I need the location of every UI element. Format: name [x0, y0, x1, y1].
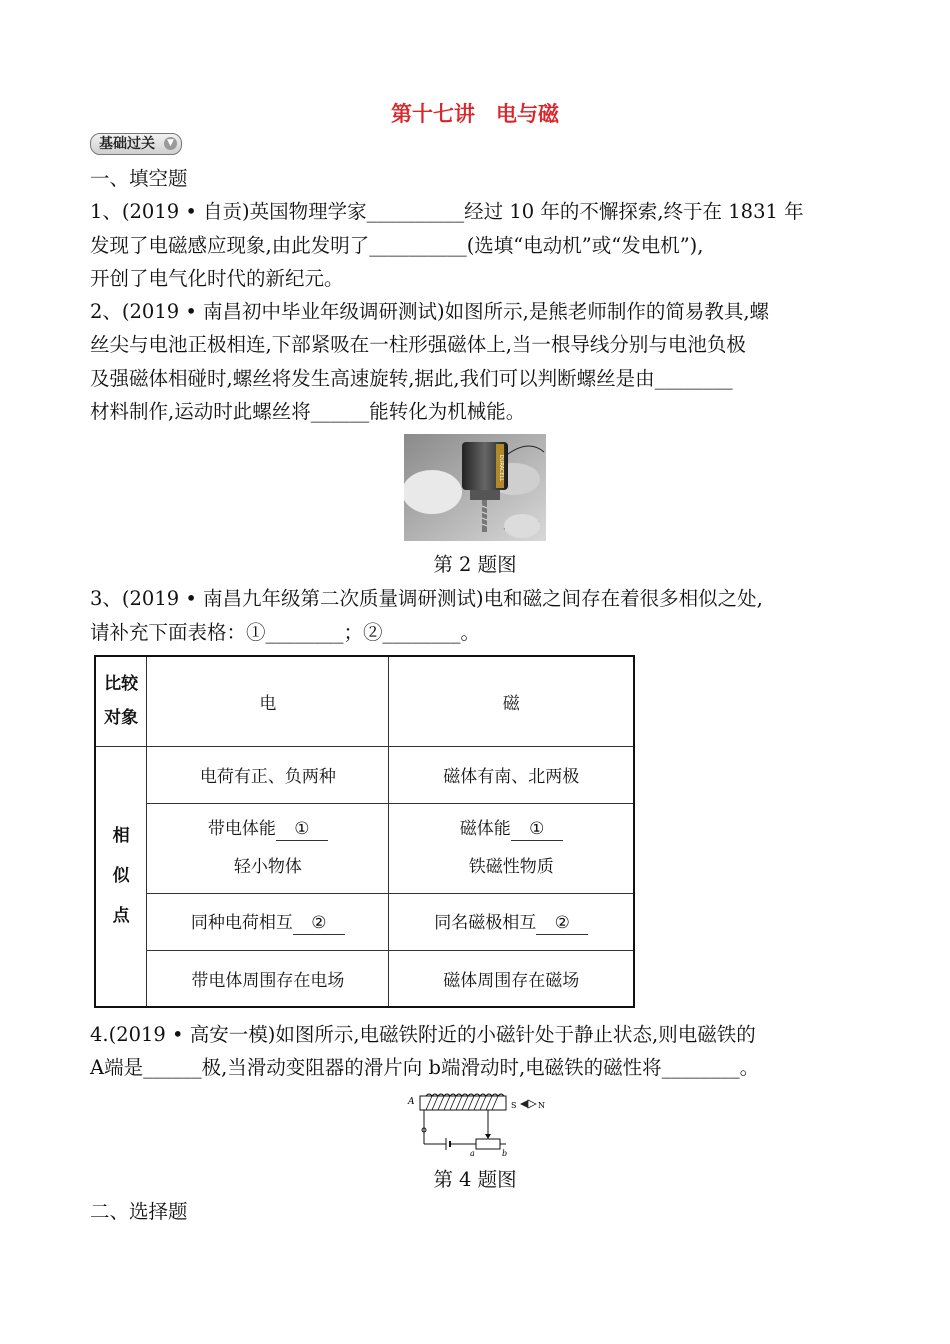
section-badge [90, 133, 182, 155]
battery-label: DURACELL [498, 454, 504, 482]
q2-line-1: 2、(2019 • 南昌初中毕业年级调研测试)如图所示,是熊老师制作的简易教具,螺 [90, 300, 770, 323]
label-b: b [502, 1149, 508, 1158]
q1-line-3: 开创了电气化时代的新纪元。 [90, 267, 344, 290]
q4-line-2: A端是______极,当滑动变阻器的滑片向 b端滑动时,电磁铁的磁性将________。 [90, 1056, 760, 1079]
label-N: N [538, 1101, 545, 1110]
q2-photo [404, 434, 546, 541]
comparison-table [94, 655, 635, 1008]
q3-line-2: 请补充下面表格：①________；②________。 [90, 621, 481, 644]
table-cell: 带电体周围存在电场 [147, 950, 389, 1007]
table-cell: 磁体周围存在磁场 [389, 950, 634, 1007]
table-header-electric: 电 [147, 656, 389, 746]
q3-line-1: 3、(2019 • 南昌九年级第二次质量调研测试)电和磁之间存在着很多相似之处, [90, 587, 763, 610]
q4-figure-caption: 第 4 题图 [433, 1168, 517, 1191]
table-cell: 带电体能 ① 轻小物体 [147, 803, 389, 893]
label-A: A [408, 1097, 415, 1107]
table-cell: 同名磁极相互 ② [389, 893, 634, 950]
table-cell: 磁体能 ① 铁磁性物质 [389, 803, 634, 893]
page-title: 第十七讲 电与磁 [391, 102, 559, 126]
label-S: S [511, 1101, 517, 1110]
table-header-compare: 比较 对象 [95, 656, 147, 746]
q4-circuit-diagram [404, 1092, 554, 1160]
blank-1: ① [511, 818, 563, 841]
q1-line-2: 发现了电磁感应现象,由此发明了__________(选填“电动机”或“发电机”), [90, 234, 704, 257]
blank-2: ② [293, 912, 345, 935]
q2-line-2: 丝尖与电池正极相连,下部紧吸在一柱形强磁体上,当一根导线分别与电池负极 [90, 333, 746, 356]
badge-label: 基础过关 [99, 136, 155, 152]
table-cell: 电荷有正、负两种 [147, 746, 389, 803]
section-heading-choice: 二、选择题 [90, 1200, 188, 1223]
q4-line-1: 4.(2019 • 高安一模)如图所示,电磁铁附近的小磁针处于静止状态,则电磁铁的 [90, 1023, 756, 1046]
blank-1: ① [276, 818, 328, 841]
table-cell: 磁体有南、北两极 [389, 746, 634, 803]
chevron-down-icon: ▼ [164, 137, 177, 150]
section-heading-fill: 一、填空题 [90, 167, 188, 190]
table-header-magnetic: 磁 [389, 656, 634, 746]
q1-line-1: 1、(2019 • 自贡)英国物理学家__________经过 10 年的不懈探索,终于在 1831 年 [90, 200, 804, 223]
q2-line-3: 及强磁体相碰时,螺丝将发生高速旋转,据此,我们可以判断螺丝是由________ [90, 367, 733, 390]
table-side-label: 相 似 点 [95, 746, 147, 1007]
blank-2: ② [536, 912, 588, 935]
q2-line-4: 材料制作,运动时此螺丝将______能转化为机械能。 [90, 400, 526, 423]
table-cell: 同种电荷相互 ② [147, 893, 389, 950]
q2-figure-caption: 第 2 题图 [433, 553, 517, 576]
label-a: a [470, 1149, 475, 1158]
